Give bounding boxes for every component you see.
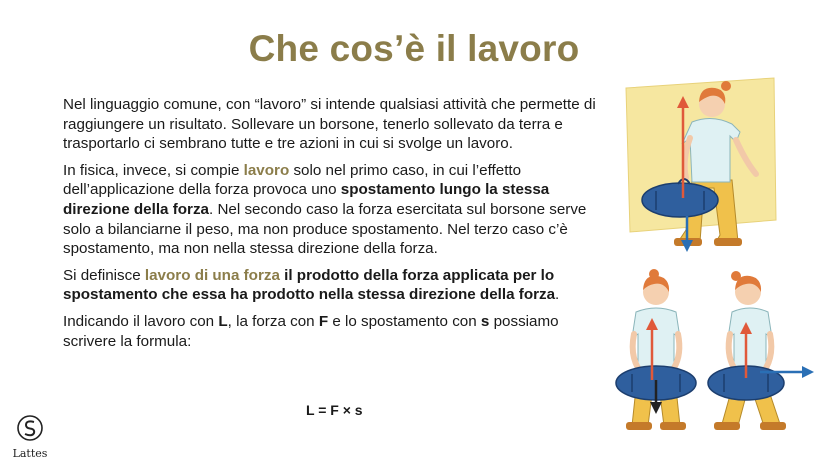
p3-bold-c: il prodotto della forza applicata per lo spostamento che essa ha prodotto nella stessa direzione della forza: [63, 266, 556, 304]
lattes-logo-icon: [15, 414, 45, 442]
ponytail: [721, 81, 731, 91]
p3-text-a: Si definisce: [63, 266, 145, 284]
body-text: [63, 95, 611, 358]
arm: [633, 334, 638, 368]
ponytail: [649, 269, 659, 279]
paragraph-4: [63, 312, 611, 351]
p4-bold-L: L: [218, 312, 228, 330]
paragraph-1: Nel linguaggio comune, con “lavoro” si intende qualsiasi attività che permette di raggiungere un risultato. Sollevare un borsone, tenerlo sollevato da terra e trasportarlo ci sembrano tutte e tre azioni in cui si svolge un lavoro.: [63, 96, 596, 153]
p4-text-c: , la forza con: [227, 312, 319, 330]
term-lavoro: lavoro: [243, 161, 290, 179]
formula: L = F × s: [306, 402, 363, 418]
p4-bold-F: F: [318, 312, 329, 330]
p2-text-a: In fisica, invece, si compie: [63, 161, 244, 179]
arm: [766, 334, 771, 368]
ponytail: [731, 271, 741, 281]
shoe: [760, 422, 786, 430]
p4-text-a: Indicando il lavoro con: [63, 312, 219, 330]
p4-text-g: possiamo scrivere la formula:: [63, 312, 559, 350]
paragraph-3: [63, 266, 611, 305]
lifting-bag-illustration: [620, 70, 780, 255]
shoe: [714, 238, 742, 246]
p2-text-c: solo nel primo caso, in cui l’effetto dell’applicazione della forza provoca uno: [63, 161, 522, 199]
arm: [729, 334, 734, 368]
shoe: [626, 422, 652, 430]
p4-text-e: e lo spostamento con: [328, 312, 481, 330]
carrying-bag-illustration: [702, 268, 817, 436]
p3-text-d: .: [555, 286, 560, 304]
p2-bold-d: spostamento lungo la stessa direzione della forza: [63, 181, 550, 218]
p4-bold-s: s: [480, 312, 490, 330]
p2-text-e: . Nel secondo caso la forza esercitata sul borsone serve solo a bilanciarne il peso, ma non produce spostamento. Nel terzo caso c’è spostamento, ma non nella stessa direzione della forza.: [63, 200, 587, 258]
shoe: [714, 422, 740, 430]
term-lavoro-di-una-forza: lavoro di una forza: [144, 266, 280, 284]
arm: [674, 334, 679, 368]
holding-bag-illustration: [608, 268, 704, 436]
slide-title: Che cos’è il lavoro: [248, 28, 580, 69]
shoe: [660, 422, 686, 430]
publisher-logo: [10, 414, 50, 460]
paragraph-2: [63, 161, 611, 259]
logo-name: Lattes: [12, 447, 48, 460]
